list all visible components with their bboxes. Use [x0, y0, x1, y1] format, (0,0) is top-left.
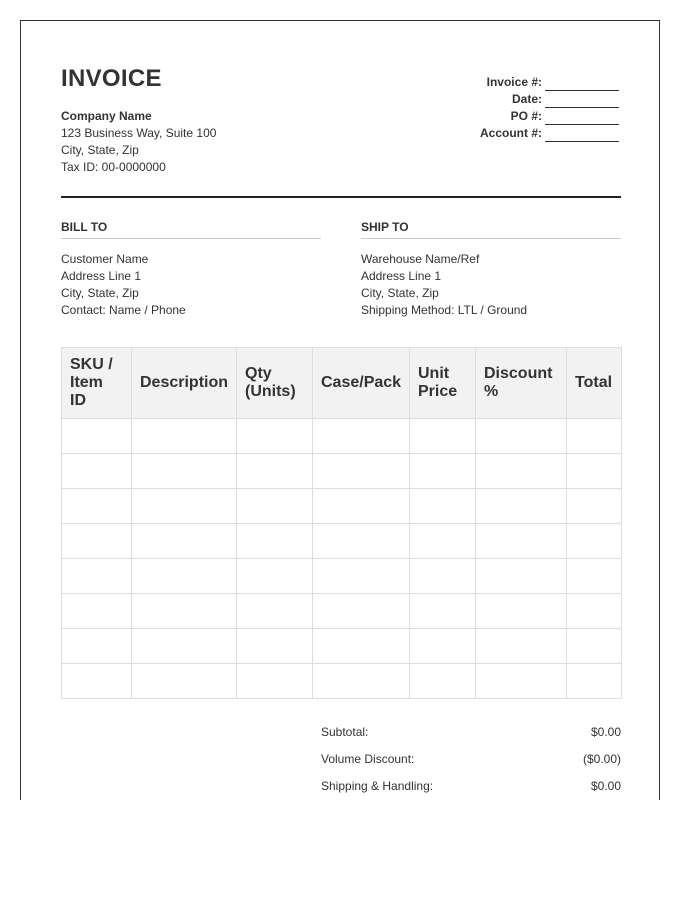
ship-to-line: City, State, Zip [361, 286, 439, 300]
shipping-handling-label: Shipping & Handling: [321, 779, 434, 793]
volume-discount-label: Volume Discount: [321, 752, 415, 766]
table-cell[interactable] [62, 629, 132, 664]
table-cell[interactable] [567, 664, 622, 699]
table-cell[interactable] [410, 524, 476, 559]
table-row [62, 664, 622, 699]
company-info [61, 108, 216, 176]
table-cell[interactable] [410, 454, 476, 489]
bill-to-section [61, 219, 321, 319]
table-header-row [62, 348, 622, 419]
table-cell[interactable] [476, 664, 567, 699]
table-cell[interactable] [237, 524, 313, 559]
subtotal-label: Subtotal: [321, 725, 369, 739]
meta-row-account-number [480, 125, 619, 142]
table-cell[interactable] [476, 629, 567, 664]
column-header-sku: SKU / Item ID [62, 348, 132, 419]
invoice-page [20, 20, 660, 800]
table-cell[interactable] [132, 629, 237, 664]
table-cell[interactable] [476, 454, 567, 489]
table-cell[interactable] [237, 594, 313, 629]
company-name: Company Name [61, 109, 152, 123]
po-number-field[interactable] [545, 111, 619, 125]
table-cell[interactable] [132, 664, 237, 699]
table-cell[interactable] [237, 454, 313, 489]
line-items-table [61, 347, 622, 699]
table-cell[interactable] [62, 419, 132, 454]
company-city: City, State, Zip [61, 143, 139, 157]
table-row [62, 524, 622, 559]
table-cell[interactable] [313, 664, 410, 699]
table-cell[interactable] [567, 524, 622, 559]
column-header-discount: Discount % [476, 348, 567, 419]
bill-to-line: Contact: Name / Phone [61, 303, 186, 317]
table-cell[interactable] [313, 629, 410, 664]
table-cell[interactable] [313, 454, 410, 489]
table-cell[interactable] [567, 559, 622, 594]
table-cell[interactable] [62, 489, 132, 524]
table-cell[interactable] [313, 559, 410, 594]
account-number-field[interactable] [545, 128, 619, 142]
totals-section [321, 723, 621, 804]
company-address: 123 Business Way, Suite 100 [61, 126, 217, 140]
table-cell[interactable] [132, 559, 237, 594]
subtotal-row [321, 723, 621, 750]
meta-label: Date: [511, 92, 542, 106]
meta-row-invoice-number [480, 74, 619, 91]
ship-to-section [361, 219, 621, 319]
table-cell[interactable] [132, 524, 237, 559]
table-cell[interactable] [313, 489, 410, 524]
table-cell[interactable] [237, 489, 313, 524]
table-cell[interactable] [567, 594, 622, 629]
meta-label: PO #: [510, 109, 542, 123]
invoice-number-field[interactable] [545, 77, 619, 91]
table-cell[interactable] [410, 489, 476, 524]
meta-label: Invoice #: [486, 75, 542, 89]
table-cell[interactable] [62, 594, 132, 629]
shipping-handling-value: $0.00 [590, 779, 621, 793]
table-cell[interactable] [313, 419, 410, 454]
ship-to-line: Warehouse Name/Ref [361, 252, 480, 266]
invoice-meta [480, 74, 619, 142]
column-header-description: Description [132, 348, 237, 419]
table-cell[interactable] [410, 594, 476, 629]
meta-row-date [480, 91, 619, 108]
meta-row-po-number [480, 108, 619, 125]
table-cell[interactable] [62, 454, 132, 489]
bill-to-line: Address Line 1 [61, 269, 142, 283]
table-cell[interactable] [476, 559, 567, 594]
table-row [62, 454, 622, 489]
column-header-unit-price: Unit Price [410, 348, 476, 419]
meta-label: Account #: [479, 126, 542, 140]
table-cell[interactable] [237, 419, 313, 454]
table-cell[interactable] [476, 594, 567, 629]
table-cell[interactable] [313, 594, 410, 629]
table-cell[interactable] [313, 524, 410, 559]
table-cell[interactable] [476, 524, 567, 559]
table-row [62, 629, 622, 664]
subtotal-value: $0.00 [590, 725, 621, 739]
column-header-total: Total [567, 348, 622, 419]
table-row [62, 594, 622, 629]
volume-discount-value: ($0.00) [582, 752, 621, 766]
invoice-title: INVOICE [61, 65, 162, 92]
table-cell[interactable] [410, 664, 476, 699]
table-cell[interactable] [237, 629, 313, 664]
volume-discount-row [321, 750, 621, 777]
ship-to-line: Shipping Method: LTL / Ground [361, 303, 528, 317]
table-cell[interactable] [476, 419, 567, 454]
company-tax-id: Tax ID: 00-0000000 [61, 160, 166, 174]
table-cell[interactable] [410, 419, 476, 454]
bill-to-line: City, State, Zip [61, 286, 139, 300]
table-cell[interactable] [62, 664, 132, 699]
shipping-handling-row [321, 777, 621, 804]
ship-to-heading: SHIP TO [361, 219, 621, 239]
column-header-case-pack: Case/Pack [313, 348, 410, 419]
table-cell[interactable] [132, 594, 237, 629]
bill-to-line: Customer Name [61, 252, 149, 266]
table-cell[interactable] [476, 489, 567, 524]
header-divider [61, 196, 621, 198]
table-cell[interactable] [132, 489, 237, 524]
table-cell[interactable] [567, 454, 622, 489]
table-cell[interactable] [132, 419, 237, 454]
ship-to-line: Address Line 1 [361, 269, 442, 283]
table-cell[interactable] [237, 559, 313, 594]
table-cell[interactable] [237, 664, 313, 699]
table-cell[interactable] [567, 419, 622, 454]
table-cell[interactable] [410, 629, 476, 664]
bill-to-heading: BILL TO [61, 219, 321, 239]
table-row [62, 559, 622, 594]
table-cell[interactable] [567, 629, 622, 664]
table-row [62, 419, 622, 454]
table-cell[interactable] [62, 559, 132, 594]
table-cell[interactable] [567, 489, 622, 524]
table-cell[interactable] [410, 559, 476, 594]
table-cell[interactable] [62, 524, 132, 559]
date-field[interactable] [545, 94, 619, 108]
table-row [62, 489, 622, 524]
table-cell[interactable] [132, 454, 237, 489]
column-header-qty: Qty (Units) [237, 348, 313, 419]
